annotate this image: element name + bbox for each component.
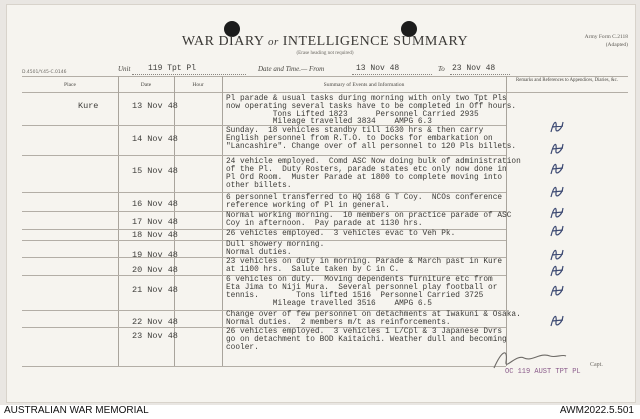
datetime-label: Date and Time.— From [258,65,325,73]
date-entry: 18 Nov 48 [132,230,178,240]
summary-line: 6 vehicles on duty. Moving dependents furniture etc from [226,276,493,284]
row-rule [22,155,506,156]
date-entry: 16 Nov 48 [132,199,178,209]
form-print-ref: D.4501/Y.45-C.0146 [22,70,67,75]
place-value: Kure [78,101,99,111]
army-form-adapted: (Adapted) [605,41,628,48]
col-divider-4 [506,76,507,366]
unit-underline [132,74,246,75]
summary-line: Mileage travelled 3834 AMPG 6.3 [226,118,432,126]
summary-line: other billets. [226,182,292,190]
army-form-ref [518,34,628,49]
summary-line: now operating several tasks have to be completed in Off hours. [226,103,517,111]
summary-line: go on detachment to BOD Kaitaichi. Weather dull and becoming [226,336,507,344]
initials-mark [548,140,566,158]
initials-mark [548,262,566,280]
initials-mark [548,204,566,222]
to-underline [450,74,510,75]
column-place: Place [64,82,76,88]
summary-line: at 1100 hrs. Salute taken by C in C. [226,266,400,274]
summary-line: Normal working morning. 10 members on practice parade of ASC [226,212,512,220]
summary-line: Normal duties. [226,249,292,257]
army-form-number: Army Form C.2118 [584,34,628,40]
summary-line: 23 vehicles on duty in morning. Parade & March past in Kure [226,258,503,266]
summary-line: Change over of few personnel on detachments at Iwakuni & Osaka. [226,311,521,319]
summary-line: of the Pl. Duty Rosters, parade states etc only now done in [226,166,507,174]
summary-line: Sunday. 18 vehicles standby till 1630 hrs & then carry [226,127,484,135]
column-summary: Summary of Events and Information [323,82,405,88]
initials-mark [548,312,566,330]
col-divider-3 [222,76,223,366]
to-date-value: 23 Nov 48 [452,64,496,73]
column-hour: Hour [192,82,204,88]
summary-line: reference working of Pl in general. [226,202,390,210]
summary-line: 26 vehicles employed. 3 vehicles 1 L/Cpl & 3 Japanese Dvrs [226,328,503,336]
initials-mark [548,282,566,300]
title-intelligence-summary: INTELLIGENCE SUMMARY [282,34,469,49]
to-label: To [438,65,445,73]
date-entry: 22 Nov 48 [132,317,178,327]
initials-mark [548,183,566,201]
summary-line: Pl parade & usual tasks during morning with only two Tpt Pls [226,95,507,103]
date-entry: 15 Nov 48 [132,166,178,176]
footer-accession: AWM2022.5.501 [559,405,634,416]
date-entry: 20 Nov 48 [132,265,178,275]
summary-line: English personnel from R.T.O. to Docks for embarkation on [226,135,493,143]
summary-line: 26 vehicles employed. 3 vehicles evac to Veh Pk. [226,230,456,238]
date-entry: 19 Nov 48 [132,250,178,260]
initials-mark [548,222,566,240]
summary-line: Dull showery morning. [226,241,325,249]
col-divider-1 [118,76,119,366]
title-or: or [267,36,279,48]
date-entry: 14 Nov 48 [132,134,178,144]
unit-stamp: OC 119 AUST TPT PL [505,368,581,376]
date-entry: 23 Nov 48 [132,331,178,341]
unit-value: 119 Tpt Pl [148,64,197,73]
column-remarks: Remarks and References to Appendices, Diaries, &c. [516,78,618,83]
summary-line: Tons Lifted 1823 Personnel Carried 2935 [226,111,479,119]
date-entry: 17 Nov 48 [132,217,178,227]
signature-rank: Capt. [590,362,603,368]
summary-line: Pl Ord Room. Muster Parade at 1800 to complete moving into [226,174,503,182]
form-subtitle: (Erase heading not required) [296,51,354,56]
from-date-value: 13 Nov 48 [356,64,400,73]
summary-line: Eta Jima to Niji Mura. Several personnel play football or [226,284,498,292]
from-underline [352,74,432,75]
summary-line: Normal duties. 2 members m/t as reinforcements. [226,319,451,327]
table-bottom-rule [22,366,506,367]
initials-mark [548,160,566,178]
column-date: Date [140,82,152,88]
initials-mark [548,118,566,136]
table-top-rule [22,76,628,77]
unit-label: Unit [118,65,131,73]
date-entry: 21 Nov 48 [132,285,178,295]
summary-line: 24 vehicle employed. Comd ASC Now doing bulk of administration [226,158,521,166]
summary-line: tennis. Tons lifted 1516 Personnel Carried 3725 [226,292,484,300]
summary-line: Mileage travelled 3516 AMPG 6.5 [226,300,432,308]
row-rule [22,192,506,193]
title-war-diary: WAR DIARY [181,34,264,49]
form-title [160,34,490,50]
date-entry: 13 Nov 48 [132,101,178,111]
summary-line: cooler. [226,344,259,352]
summary-line: "Lancashire". Change over of all personnel to 120 Pls billets. [226,143,517,151]
footer-institution: AUSTRALIAN WAR MEMORIAL [4,405,149,416]
table-header-rule [22,92,628,93]
summary-line: 6 personnel transferred to HQ 168 G T Coy. NCOs conference [226,194,503,202]
summary-line: Coy in afternoon. Pay parade at 1130 hrs. [226,220,423,228]
